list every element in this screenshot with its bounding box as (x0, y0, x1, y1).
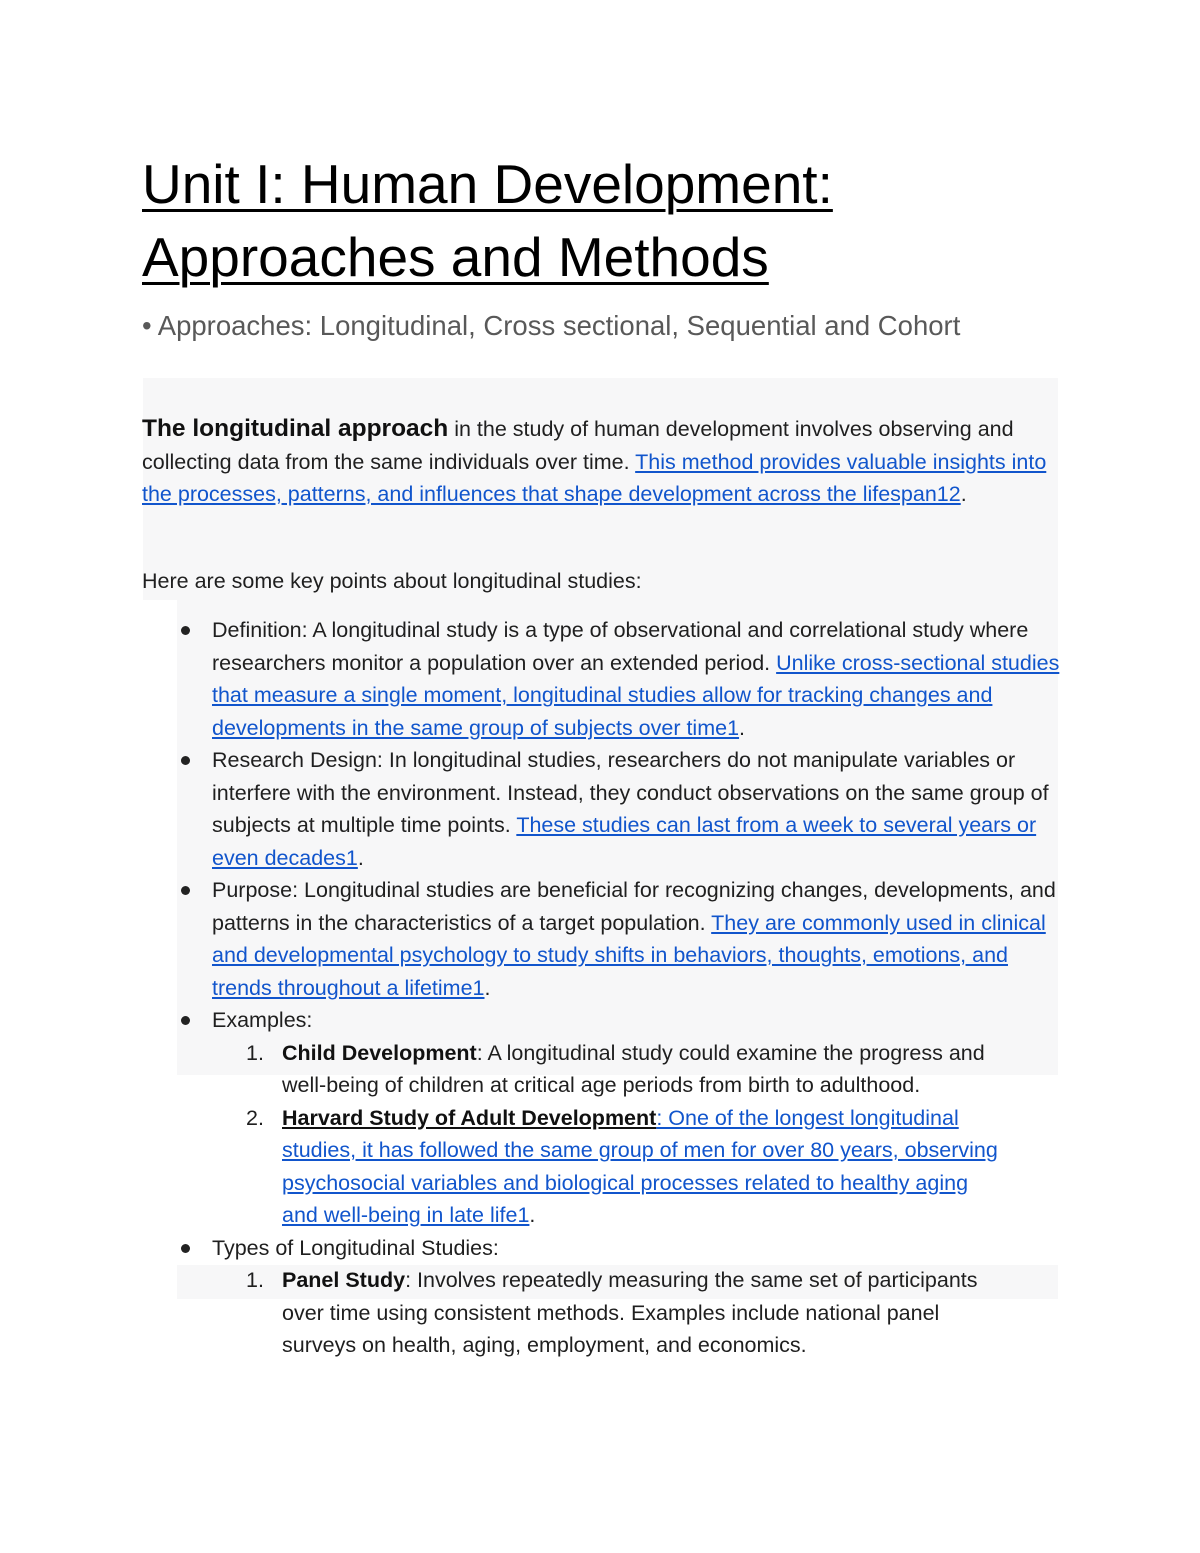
bullet-text: Definition: A longitudinal study is a type of observational and correlational study where researchers monitor a population over an extended period. (212, 618, 1029, 675)
bullet-icon (181, 756, 190, 765)
subtitle: • Approaches: Longitudinal, Cross sectional, Sequential and Cohort (142, 310, 961, 341)
numbered-item (212, 1102, 1002, 1232)
intro-text: in the study of human development involves observing and collecting data from the same individuals over time. (142, 417, 1014, 474)
numbered-item (212, 1264, 1002, 1362)
bullet-text: Types of Longitudinal Studies: (212, 1235, 499, 1260)
bullet-icon (181, 886, 190, 895)
item-term: Child Development (282, 1040, 477, 1065)
intro-lead: The longitudinal approach (142, 415, 449, 442)
item-end: . (529, 1203, 536, 1227)
intro-paragraph (142, 413, 1062, 511)
bullet-end: . (357, 845, 364, 870)
list-item (0, 744, 1060, 874)
numbered-list (212, 1037, 1060, 1232)
bullet-icon (181, 1016, 190, 1025)
bullet-link[interactable]: Unlike cross-sectional studies that measure a single moment, longitudinal studies allow for tracking changes and developments in the same group of subjects over time1 (212, 650, 1060, 740)
bullet-text: Research Design: In longitudinal studies, researchers do not manipulate variables or interfere with the environment. Instead, they conduct observations on the same group of subjects at multiple time points. (212, 748, 1049, 837)
list-item (0, 614, 1060, 744)
item-number: 1. (246, 1040, 264, 1065)
bullet-icon (181, 1244, 190, 1253)
item-text: : A longitudinal study could examine the progress and well-being of children at critical age periods from birth to adulthood. (282, 1040, 985, 1097)
numbered-item (212, 1037, 1002, 1102)
bullet-text: Examples: (212, 1008, 313, 1032)
title-line-2: Approaches and Methods (142, 226, 769, 288)
list-item (0, 1232, 1060, 1362)
bullet-end: . (739, 715, 746, 740)
intro-end: . (960, 482, 967, 506)
numbered-list (212, 1264, 1060, 1362)
item-text: : Involves repeatedly measuring the same set of participants over time using consistent methods. Examples include national panel surveys on health, aging, employment, and economics. (282, 1268, 978, 1357)
bullet-text: Purpose: Longitudinal studies are beneficial for recognizing changes, developments, and patterns in the characteristics of a target population. (212, 878, 1056, 935)
bullet-icon (181, 626, 190, 635)
bullet-list (0, 614, 1060, 1362)
bullet-link[interactable]: These studies can last from a week to several years or even decades1 (212, 813, 1037, 870)
intro-link[interactable]: This method provides valuable insights into the processes, patterns, and influences that shape development across the lifespan12 (142, 449, 1047, 506)
list-item (0, 874, 1060, 1004)
bullet-link[interactable]: They are commonly used in clinical and developmental psychology to study shifts in behaviors, thoughts, emotions, and trends throughout a lifetime1 (212, 910, 1046, 1000)
item-link[interactable]: : One of the longest longitudinal studies, it has followed the same group of men for over 80 years, observing psychosocial variables and biological processes related to healthy aging and well-being in late life1 (282, 1105, 998, 1227)
page-title (142, 148, 1072, 294)
item-term: Panel Study (282, 1268, 406, 1292)
bullet-end: . (484, 975, 491, 1000)
item-number: 1. (246, 1268, 264, 1292)
key-points-heading: Here are some key points about longitudinal studies: (142, 569, 642, 593)
list-item (0, 1004, 1060, 1232)
item-term-link[interactable]: Harvard Study of Adult Development (282, 1105, 657, 1130)
item-number: 2. (246, 1105, 264, 1130)
title-line-1: Unit I: Human Development: (142, 153, 833, 215)
